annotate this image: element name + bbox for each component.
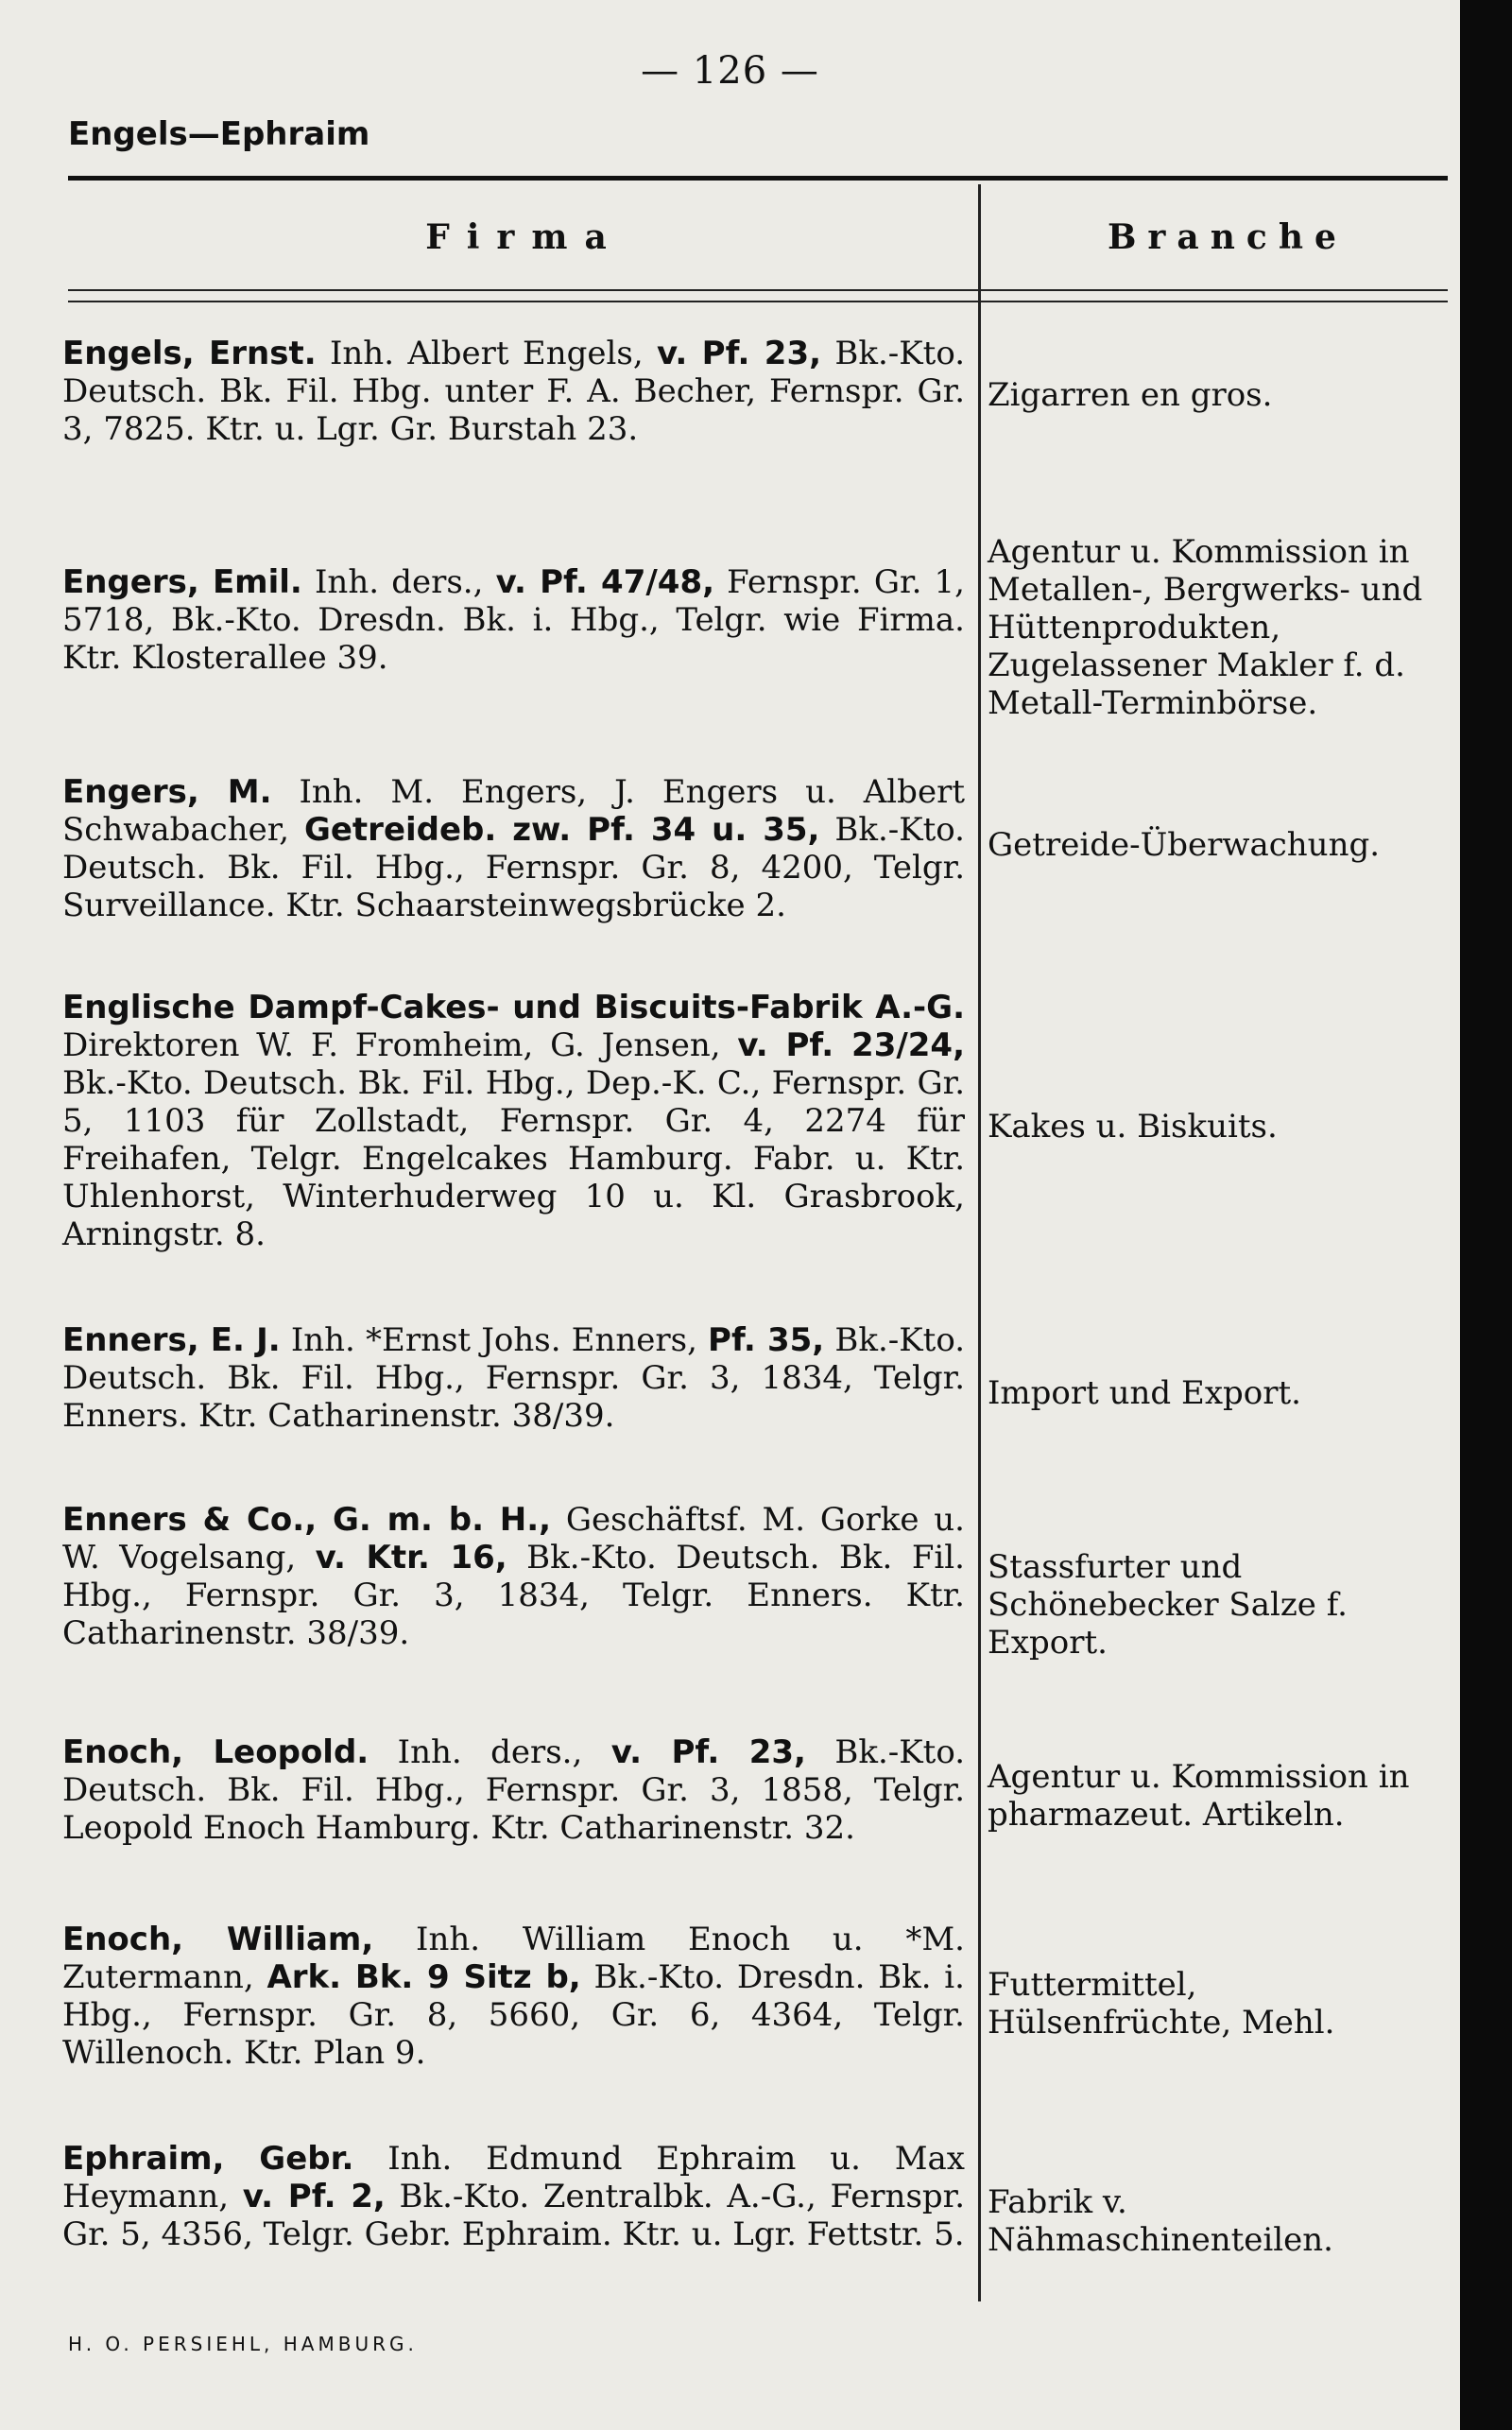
firma-cell [62,773,965,924]
firm-owner: Geschäftsf. M. Gorke u. W. Vogelsang, [62,1501,965,1577]
branche-cell: Kakes u. Biskuits. [988,1108,1278,1146]
firm-postbox: Getreideb. zw. Pf. 34 u. 35, [303,811,820,849]
firm-details: Bk.-Kto. Dresdn. Bk. i. Hbg., Fernspr. Gr. 8, 5660, Gr. 6, 4364, Telgr. Willenoch. Ktr. Plan 9. [62,1958,965,2072]
firm-postbox: Ark. Bk. 9 Sitz b, [266,1958,581,1996]
branche-cell: Futtermittel, Hülsenfrüchte, Mehl. [988,1966,1335,2042]
firm-postbox: v. Pf. 23, [610,1733,806,1771]
branche-cell: Fabrik v. Nähmaschinenteilen. [988,2183,1333,2259]
firma-cell [62,563,965,677]
firma-cell [62,1501,965,1652]
branche-cell: Getreide-Überwachung. [988,826,1381,864]
firm-owner: Inh. *Ernst Johs. Enners, [280,1321,709,1359]
firm-details: Bk.-Kto. Deutsch. Bk. Fil. Hbg., Fernspr. Gr. 3, 1834, Telgr. Enners. Ktr. Catharinenstr. 38/39. [62,1539,965,1652]
firm-name: Engers, M. [62,773,272,811]
column-divider [978,184,981,2301]
firm-name: Enoch, Leopold. [62,1733,369,1771]
firm-details: Bk.-Kto. Deutsch. Bk. Fil. Hbg. unter F. A. Becher, Fernspr. Gr. 3, 7825. Ktr. u. Lgr. Gr. Burstah 23. [62,335,965,448]
header-rule-lower [68,301,1448,302]
running-head: Engels—Ephraim [68,115,370,153]
firm-postbox: v. Pf. 47/48, [495,563,715,601]
firm-owner: Inh. ders., [301,563,496,601]
column-header-branche: Branche [1108,217,1348,257]
firma-cell [62,1921,965,2072]
firm-name: Engers, Emil. [62,563,302,601]
firm-postbox: Pf. 35, [708,1321,825,1359]
firma-cell [62,1733,965,1847]
firm-owner: Inh. William Enoch u. *M. Zutermann, [62,1921,965,1996]
branche-cell: Zigarren en gros. [988,376,1273,414]
page-number: — 126 — [641,49,819,93]
table-header [68,198,1448,284]
branche-cell: Agentur u. Kommission in pharmazeut. Artikeln. [988,1758,1410,1834]
top-rule [68,176,1448,181]
firm-details: Bk.-Kto. Deutsch. Bk. Fil. Hbg., Fernspr. Gr. 8, 4200, Telgr. Surveillance. Ktr. Schaarsteinwegsbrücke 2. [62,811,965,924]
firm-owner: Direktoren W. F. Fromheim, G. Jensen, [62,1026,738,1064]
branche-cell: Agentur u. Kommission in Metallen-, Bergwerks- und Hüttenprodukten, Zugelassener Makler f. d. Metall-Terminbörse. [988,533,1423,722]
firm-details: Bk.-Kto. Deutsch. Bk. Fil. Hbg., Fernspr. Gr. 3, 1834, Telgr. Enners. Ktr. Catharinenstr. 38/39. [62,1321,966,1435]
firm-postbox: v. Pf. 23/24, [737,1026,965,1064]
firm-postbox: v. Ktr. 16, [315,1539,507,1577]
firm-name: Enoch, William, [62,1921,374,1958]
printer-imprint: H. O. PERSIEHL, HAMBURG. [68,2333,418,2355]
header-rule-upper [68,289,1448,291]
firm-details: Bk.-Kto. Deutsch. Bk. Fil. Hbg., Dep.-K. C., Fernspr. Gr. 5, 1103 für Zollstadt, Fernspr. Gr. 4, 2274 für Freihafen, Telgr. Engelcakes Hamburg. Fabr. u. Ktr. Uhlenhorst, Winterhuderweg 10 u. Kl. Grasbrook, Arningstr. 8. [62,1064,965,1253]
firma-cell [62,1321,965,1435]
branche-cell: Import und Export. [988,1374,1301,1412]
firma-cell [62,989,965,1253]
firm-postbox: v. Pf. 23, [656,335,822,372]
firm-name: Enners & Co., G. m. b. H., [62,1501,552,1539]
branche-cell: Stassfurter und Schönebecker Salze f. Export. [988,1548,1348,1662]
firm-details: Fernspr. Gr. 1, 5718, Bk.-Kto. Dresdn. Bk. i. Hbg., Telgr. wie Firma. Ktr. Klosterallee 39. [62,563,965,677]
firm-owner: Inh. ders., [369,1733,611,1771]
firma-cell [62,2140,965,2253]
firm-owner: Inh. Edmund Ephraim u. Max Heymann, [62,2140,965,2215]
firm-name: Ephraim, Gebr. [62,2140,354,2178]
firm-owner: Inh. Albert Engels, [316,335,657,372]
column-header-firma: Firma [425,217,624,257]
firm-details: Bk.-Kto. Zentralbk. A.-G., Fernspr. Gr. 5, 4356, Telgr. Gebr. Ephraim. Ktr. u. Lgr. Fettstr. 5. [62,2178,965,2253]
firm-name: Engels, Ernst. [62,335,317,372]
firm-postbox: v. Pf. 2, [242,2178,386,2215]
firm-name: Englische Dampf-Cakes- und Biscuits-Fabrik A.-G. [62,989,965,1026]
firm-owner: Inh. M. Engers, J. Engers u. Albert Schwabacher, [62,773,965,849]
firma-cell [62,335,965,448]
firm-name: Enners, E. J. [62,1321,281,1359]
firm-details: Bk.-Kto. Deutsch. Bk. Fil. Hbg., Fernspr. Gr. 3, 1858, Telgr. Leopold Enoch Hamburg. Ktr. Catharinenstr. 32. [62,1733,966,1847]
